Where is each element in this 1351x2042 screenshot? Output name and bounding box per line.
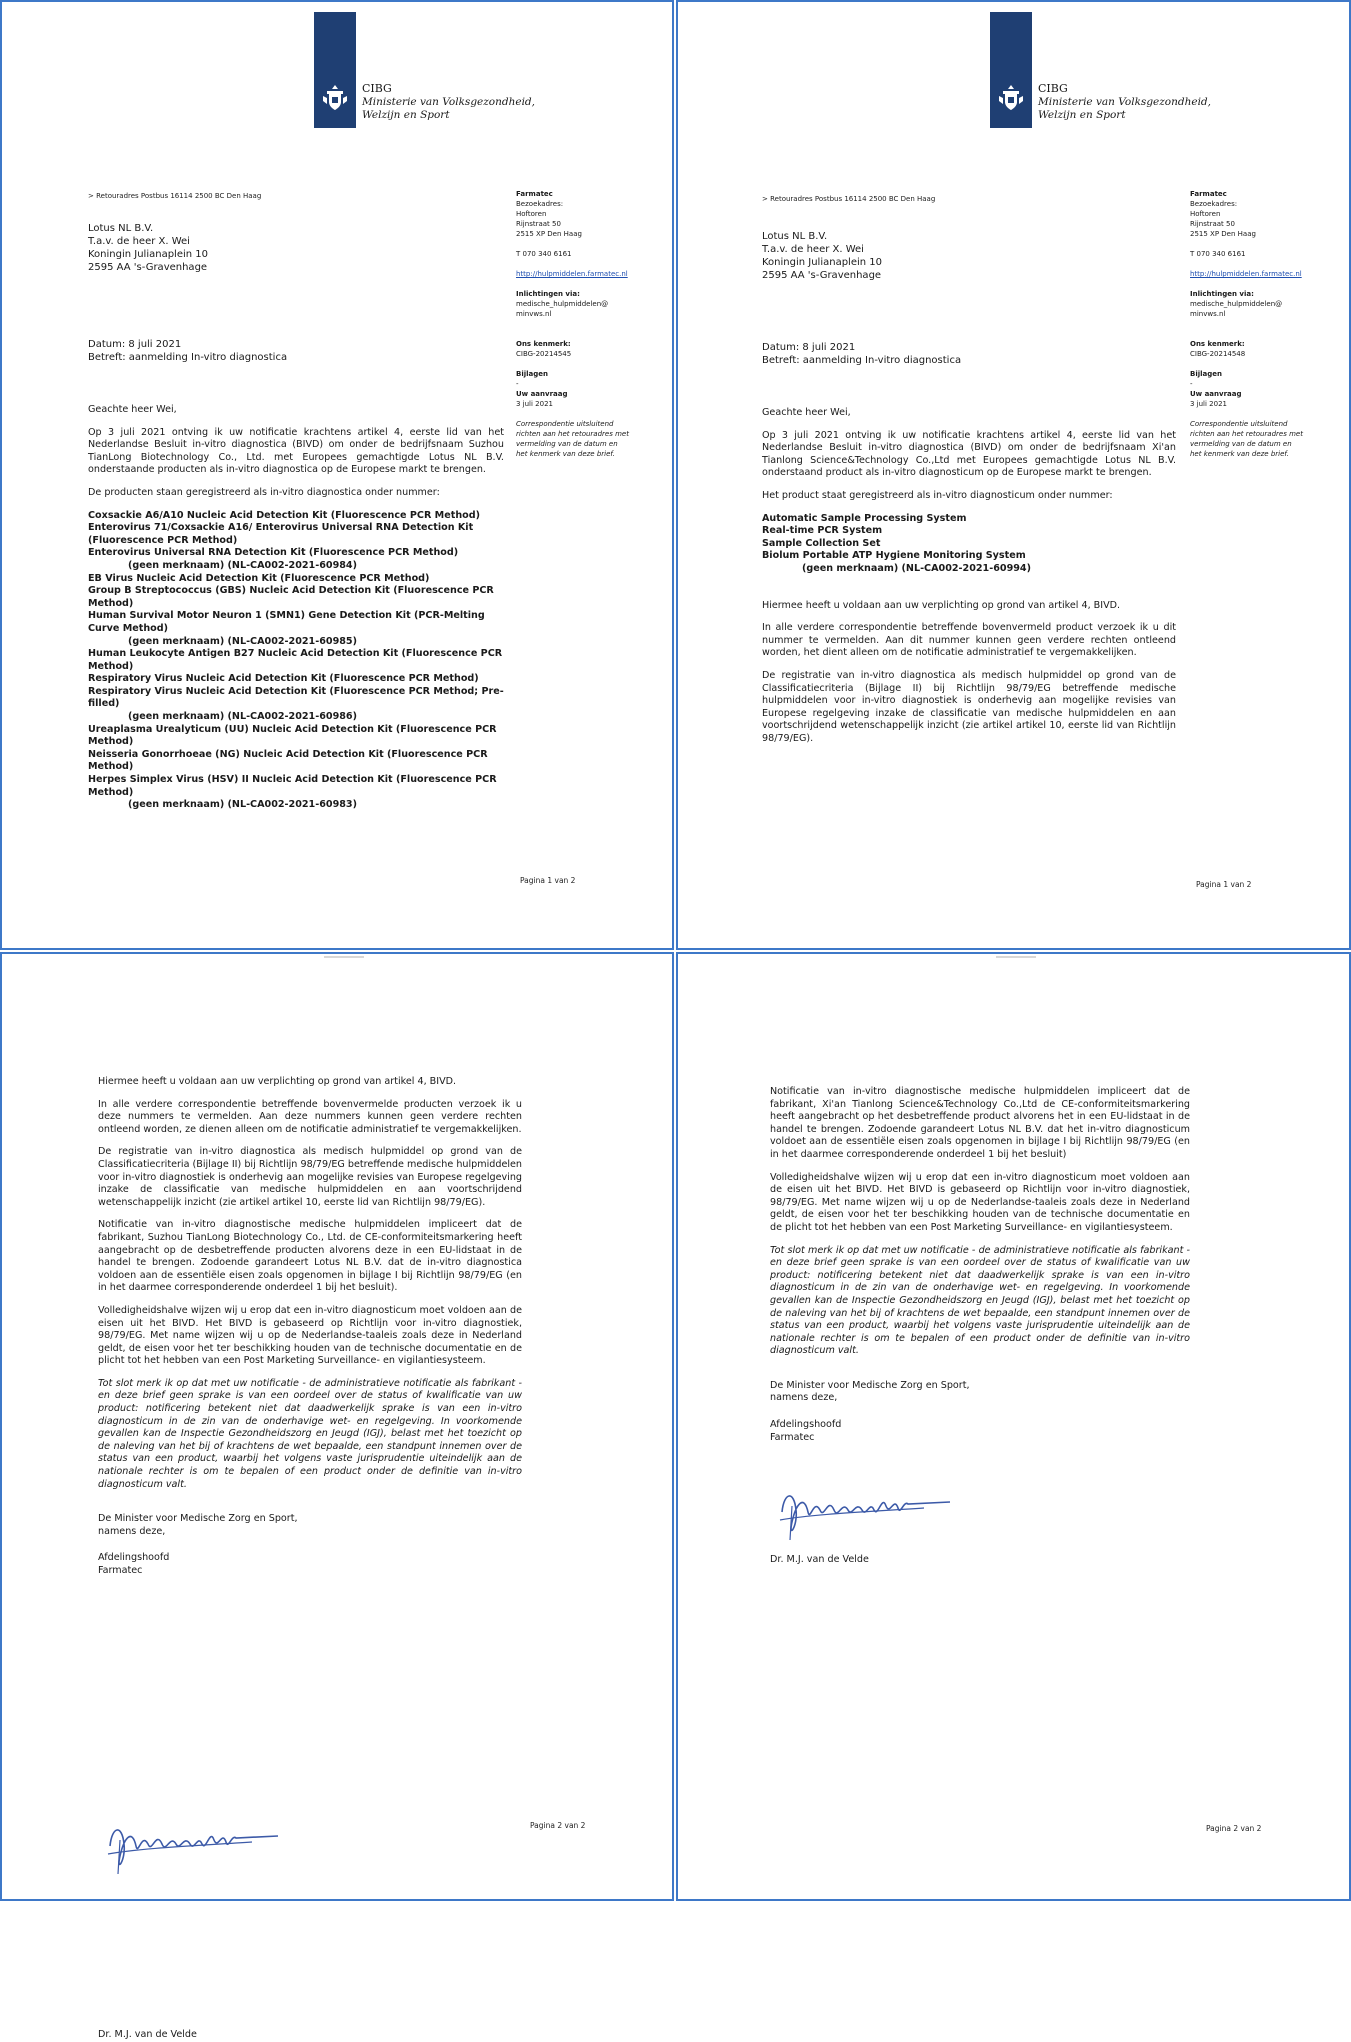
fold-mark [324, 956, 364, 958]
registration-number: (geen merknaam) (NL-CA002-2021-60983) [128, 799, 357, 811]
request-label: Uw aanvraag [1190, 390, 1242, 398]
note-line: richten aan het retouradres met [1190, 430, 1303, 438]
visit-line: 2515 XP Den Haag [1190, 230, 1256, 238]
subject: Betreft: aanmelding In-vitro diagnostica [88, 352, 288, 363]
salutation: Geachte heer Wei, [762, 407, 851, 418]
fold-mark [996, 956, 1036, 958]
org-name: CIBG [1038, 82, 1068, 95]
registration-number: (geen merknaam) (NL-CA002-2021-60994) [802, 562, 1031, 574]
product-line: Real-time PCR System [762, 525, 883, 537]
letter-body [762, 407, 1176, 755]
intro-paragraph: Op 3 juli 2021 ontving ik uw notificatie krachtens artikel 4, eerste lid van het Nederlandse Besluit in-vitro diagnostica (BIVD) om onder de bedrijfsnaam Suzhou TianLong Biotechnology Co., Ltd. met Europees gemachtigde Lotus NL B.V. onderstaande producten als in-vitro diagnostica op de Europese markt te brengen. [88, 426, 504, 476]
attachments-label: Bijlagen [1190, 370, 1222, 378]
product-line: Coxsackie A6/A10 Nucleic Acid Detection Kit (Fluorescence PCR Method) [88, 509, 480, 521]
visit-label: Bezoekadres: [516, 200, 564, 208]
product-line: Group B Streptococcus (GBS) Nucleic Acid Detection Kit (Fluorescence PCR Method) [88, 585, 494, 609]
reference: CIBG-20214545 [516, 350, 572, 358]
info-line: medische_hulpmiddelen@ [1190, 300, 1283, 308]
visit-line: Hoftoren [1190, 210, 1221, 218]
info-line: medische_hulpmiddelen@ [516, 300, 609, 308]
page-number: Pagina 2 van 2 [1206, 1824, 1262, 1833]
product-line: Automatic Sample Processing System [762, 512, 967, 524]
note-line: Correspondentie uitsluitend [1190, 420, 1288, 428]
date: Datum: 8 juli 2021 [88, 339, 182, 350]
closing-line: De Minister voor Medische Zorg en Sport, [98, 1513, 298, 1525]
sidebar [1190, 189, 1318, 459]
signature-image [102, 1816, 282, 1876]
info-line: minvws.nl [1190, 310, 1226, 318]
return-address: > Retouradres Postbus 16114 2500 BC Den Haag [88, 192, 262, 200]
ministry-logo [314, 12, 535, 128]
product-line: Herpes Simplex Virus (HSV) II Nucleic Acid Detection Kit (Fluorescence PCR Method) [88, 774, 497, 798]
ministry-line2: Welzijn en Sport [362, 109, 450, 121]
org-name: CIBG [362, 82, 392, 95]
logo-bar [314, 12, 356, 128]
signer-block [770, 1554, 1070, 1567]
attachments: - [1190, 380, 1193, 388]
registration-number: (geen merknaam) (NL-CA002-2021-60984) [128, 559, 357, 571]
address-line: Koningin Julianaplein 10 [88, 249, 209, 260]
closing-line: namens deze, [98, 1525, 166, 1537]
visit-line: Rijnstraat 50 [516, 220, 561, 228]
note-line: vermelding van de datum en [1190, 440, 1292, 448]
page-number: Pagina 1 van 2 [520, 876, 576, 885]
product-line: Respiratory Virus Nucleic Acid Detection Kit (Fluorescence PCR Method) [88, 673, 479, 685]
signer-dept: Farmatec [98, 1565, 143, 1576]
ministry-logo [990, 12, 1211, 128]
logo-bar [990, 12, 1032, 128]
closing-line: De Minister voor Medische Zorg en Sport, [770, 1379, 970, 1391]
note-line: richten aan het retouradres met [516, 430, 629, 438]
website-link[interactable]: http://hulpmiddelen.farmatec.nl [516, 270, 628, 278]
product-line: Ureaplasma Urealyticum (UU) Nucleic Acid Detection Kit (Fluorescence PCR Method) [88, 723, 497, 748]
closing-line: namens deze, [770, 1392, 838, 1404]
return-address: > Retouradres Postbus 16114 2500 BC Den Haag [762, 195, 936, 203]
logo-text [356, 12, 535, 128]
letter-body [770, 1086, 1190, 1444]
registration-paragraph: De registratie van in-vitro diagnostica als medisch hulpmiddel op grond van de Classificatiecriteria (Bijlage II) bij Richtlijn 98/79/EG betreffende medische hulpmiddelen voor in-vitro diagnostiek is onderhevig aan mogelijke revisies van Europese regelgeving inzake de classificatie van medische hulpmiddelen en aan voortschrijdend wetenschappelijk inzicht (zie artikel artikel 10, eerste lid van Richtlijn 98/79/EG). [762, 669, 1176, 744]
visit-line: Hoftoren [516, 210, 547, 218]
visit-line: 2515 XP Den Haag [516, 230, 582, 238]
sidebar [516, 189, 644, 459]
letter2-page1-frame [676, 0, 1351, 950]
product-line: Sample Collection Set [762, 537, 881, 549]
request-date: 3 juli 2021 [516, 400, 553, 408]
product-line: Enterovirus Universal RNA Detection Kit (Fluorescence PCR Method) [88, 547, 459, 559]
address-line: 2595 AA 's-Gravenhage [762, 270, 882, 281]
signer-role: Afdelingshoofd [770, 1419, 842, 1431]
address-line: Lotus NL B.V. [762, 231, 828, 242]
letter2-page2-frame [676, 952, 1351, 1901]
letter1-page2-frame [0, 952, 674, 2040]
address-line: Koningin Julianaplein 10 [762, 257, 883, 268]
address-line: 2595 AA 's-Gravenhage [88, 262, 208, 273]
recipient-address [762, 230, 882, 282]
completeness-paragraph: Volledigheidshalve wijzen wij u erop dat een in-vitro diagnosticum moet voldoen aan de eisen uit het BIVD. Het BIVD is gebaseerd op Richtlijn voor in-vitro diagnostiek, 98/79/EG. Met name wijzen wij u op de Nederlandse-taaleis zoals deze in Nederland geldt, de eisen voor het ter beschikking houden van de technische documentatie en de plicht tot het hebben van een Post Marketing Surveillance- en vigilantiesysteem. [98, 1304, 522, 1367]
registered-paragraph: Het product staat geregistreerd als in-vitro diagnosticum onder nummer: [762, 489, 1113, 501]
note-line: het kenmerk van deze brief. [516, 450, 615, 458]
recipient-address [88, 222, 208, 274]
notification-paragraph: Notificatie van in-vitro diagnostische medische hulpmiddelen impliceert dat de fabrikant, Suzhou TianLong Biotechnology Co., Ltd. de CE-conformiteitsmarkering heeft aangebracht op de desbetreffende producten alvorens deze in een EU-lidstaat in de handel te brengen. Zodoende garandeert Lotus NL B.V. dat de in-vitro diagnostica voldoen aan de essentiële eisen zoals opgenomen in bijlage I bij Richtlijn 98/79/EG (en in het daarmee corresponderende onderdeel 1 bij het besluit). [98, 1219, 522, 1294]
final-remark-paragraph: Tot slot merk ik op dat met uw notificatie - de administratieve notificatie als fabrikant - en deze brief geen sprake is van een oordeel over de status of kwalificatie van uw product: notificering betekent niet dat daadwerkelijk sprake is van een in-vitro diagnosticum in de zin van de onderhavige wet- en regelgeving. In voorkomende gevallen kan de Inspectie Gezondheidszorg en Jeugd (IGJ), belast met het toezicht op de naleving van het bij of krachtens de wet bepaalde, een standpunt innemen over de status van een product, waarbij het volgens vaste jurisprudentie uiteindelijk aan de nationale rechter is om te bepalen of een product onder de definitie van in-vitro diagnosticum valt. [770, 1244, 1190, 1357]
reference-label: Ons kenmerk: [1190, 340, 1245, 348]
product-line: Enterovirus 71/Coxsackie A16/ Enterovirus Universal RNA Detection Kit (Fluorescence PCR Method) [88, 522, 474, 546]
reference: CIBG-20214548 [1190, 350, 1246, 358]
registration-number: (geen merknaam) (NL-CA002-2021-60986) [128, 711, 357, 723]
ministry-line2: Welzijn en Sport [1038, 109, 1126, 121]
product-line: Biolum Portable ATP Hygiene Monitoring System [762, 550, 1026, 562]
letter-meta [88, 338, 287, 364]
product-line: Human Leukocyte Antigen B27 Nucleic Acid Detection Kit (Fluorescence PCR Method) [88, 648, 503, 672]
ministry-line1: Ministerie van Volksgezondheid, [362, 95, 535, 108]
page-number: Pagina 2 van 2 [530, 1821, 586, 1830]
signature-image [774, 1482, 954, 1542]
visit-line: Rijnstraat 50 [1190, 220, 1235, 228]
signer-role: Afdelingshoofd [98, 1552, 170, 1564]
registered-paragraph: De producten staan geregistreerd als in-vitro diagnostica onder nummer: [88, 486, 440, 498]
info-label: Inlichtingen via: [1190, 290, 1254, 298]
fulfilled-paragraph: Hiermee heeft u voldaan aan uw verplichting op grond van artikel 4, BIVD. [762, 599, 1121, 611]
signer-dept: Farmatec [770, 1431, 815, 1443]
page-number: Pagina 1 van 2 [1196, 880, 1252, 889]
address-line: T.a.v. de heer X. Wei [88, 236, 190, 247]
product-line: EB Virus Nucleic Acid Detection Kit (Fluorescence PCR Method) [88, 572, 430, 584]
website-link[interactable]: http://hulpmiddelen.farmatec.nl [1190, 270, 1302, 278]
phone: T 070 340 6161 [1190, 250, 1246, 258]
info-line: minvws.nl [516, 310, 552, 318]
completeness-paragraph: Volledigheidshalve wijzen wij u erop dat een in-vitro diagnosticum moet voldoen aan de eisen uit het BIVD. Het BIVD is gebaseerd op Richtlijn voor in-vitro diagnostiek, 98/79/EG. Met name wijzen wij u op de Nederlandse-taaleis zoals deze in Nederland geldt, de eisen voor het ter beschikking houden van de technische documentatie en de plicht tot het hebben van een Post Marketing Surveillance- en vigilantiesysteem. [770, 1171, 1190, 1233]
correspondence-paragraph: In alle verdere correspondentie betreffende bovenvermeld product verzoek ik u dit nummer te vermelden. Aan dit nummer kunnen geen verdere rechten ontleend worden, het dient alleen om de notificatie administratief te vergemakkelijken. [762, 622, 1176, 659]
product-line: Neisseria Gonorrhoeae (NG) Nucleic Acid Detection Kit (Fluorescence PCR Method) [88, 748, 488, 773]
attachments: - [516, 380, 519, 388]
signer-block [98, 2029, 398, 2042]
ministry-line1: Ministerie van Volksgezondheid, [1038, 95, 1211, 108]
signer-name: Dr. M.J. van de Velde [98, 2029, 197, 2040]
salutation: Geachte heer Wei, [88, 404, 177, 415]
final-remark-paragraph: Tot slot merk ik op dat met uw notificatie - de administratieve notificatie als fabrikant - en deze brief geen sprake is van een oordeel over de status of kwalificatie van uw product: notificering betekent niet dat daadwerkelijk sprake is van een in-vitro diagnosticum in de zin van de onderhavige wet- en regelgeving. In voorkomende gevallen kan de Inspectie Gezondheidszorg en Jeugd (IGJ), belast met het toezicht op de naleving van het bij of krachtens de wet bepaalde, een standpunt innemen over de status van een product, waarbij het volgens vaste jurisprudentie uiteindelijk aan de nationale rechter is om te bepalen of een product onder de definitie van in-vitro diagnosticum valt. [98, 1377, 522, 1490]
signer-name: Dr. M.J. van de Velde [770, 1554, 869, 1565]
crest-icon [995, 82, 1027, 114]
reference-label: Ons kenmerk: [516, 340, 571, 348]
note-line: Correspondentie uitsluitend [516, 420, 614, 428]
request-label: Uw aanvraag [516, 390, 568, 398]
info-label: Inlichtingen via: [516, 290, 580, 298]
phone: T 070 340 6161 [516, 250, 572, 258]
registration-paragraph: De registratie van in-vitro diagnostica als medisch hulpmiddel op grond van de Classificatiecriteria (Bijlage II) bij Richtlijn 98/79/EG betreffende medische hulpmiddelen voor in-vitro diagnostiek is onderhevig aan mogelijke revisies van Europese regelgeving inzake de classificatie van medische hulpmiddelen en aan voortschrijdend wetenschappelijk inzicht (zie artikel artikel 10, eerste lid van Richtlijn 98/79/EG). [98, 1146, 522, 1208]
attachments-label: Bijlagen [516, 370, 548, 378]
correspondence-paragraph: In alle verdere correspondentie betreffende bovenvermelde producten verzoek ik u deze nummers te vermelden. Aan deze nummers kunnen geen verdere rechten ontleend worden, ze dienen alleen om de notificatie administratief te vergemakkelijken. [98, 1098, 522, 1135]
subject: Betreft: aanmelding In-vitro diagnostica [762, 355, 962, 366]
sidebar-dept: Farmatec [516, 190, 553, 198]
letter-meta [762, 341, 961, 367]
letter-body [98, 1076, 522, 1578]
address-line: T.a.v. de heer X. Wei [762, 244, 864, 255]
sidebar-dept: Farmatec [1190, 190, 1227, 198]
intro-paragraph: Op 3 juli 2021 ontving ik uw notificatie krachtens artikel 4, eerste lid van het Nederlandse Besluit in-vitro diagnostica (BIVD) om onder de bedrijfsnaam Xi'an Tianlong Science&Technology Co.,Ltd met Europees gemachtigde Lotus NL B.V. onderstaand product als in-vitro diagnosticum op de Europese markt te brengen. [762, 429, 1176, 479]
visit-label: Bezoekadres: [1190, 200, 1238, 208]
crest-icon [319, 82, 351, 114]
request-date: 3 juli 2021 [1190, 400, 1227, 408]
product-line: Respiratory Virus Nucleic Acid Detection Kit (Fluorescence PCR Method; Pre-filled) [88, 685, 504, 710]
registration-number: (geen merknaam) (NL-CA002-2021-60985) [128, 635, 357, 647]
letter-body [88, 404, 504, 812]
address-line: Lotus NL B.V. [88, 223, 154, 234]
note-line: het kenmerk van deze brief. [1190, 450, 1289, 458]
logo-text [1032, 12, 1211, 128]
date: Datum: 8 juli 2021 [762, 342, 856, 353]
note-line: vermelding van de datum en [516, 440, 618, 448]
fulfilled-paragraph: Hiermee heeft u voldaan aan uw verplichting op grond van artikel 4, BIVD. [98, 1076, 457, 1087]
notification-paragraph: Notificatie van in-vitro diagnostische medische hulpmiddelen impliceert dat de fabrikant, Xi'an Tianlong Science&Technology Co.,Ltd de CE-conformiteitsmarkering heeft aangebracht op het desbetreffende product alvorens het in een EU-lidstaat in de handel te brengen. Zodoende garandeert Lotus NL B.V. dat het in-vitro diagnosticum voldoet aan de essentiële eisen zoals opgenomen in bijlage I bij Richtlijn 98/79/EG (en in het daarmee corresponderende onderdeel 1 bij het besluit) [770, 1086, 1190, 1160]
product-line: Human Survival Motor Neuron 1 (SMN1) Gene Detection Kit (PCR-Melting Curve Method) [88, 610, 485, 634]
letter1-page1-frame [0, 0, 674, 950]
